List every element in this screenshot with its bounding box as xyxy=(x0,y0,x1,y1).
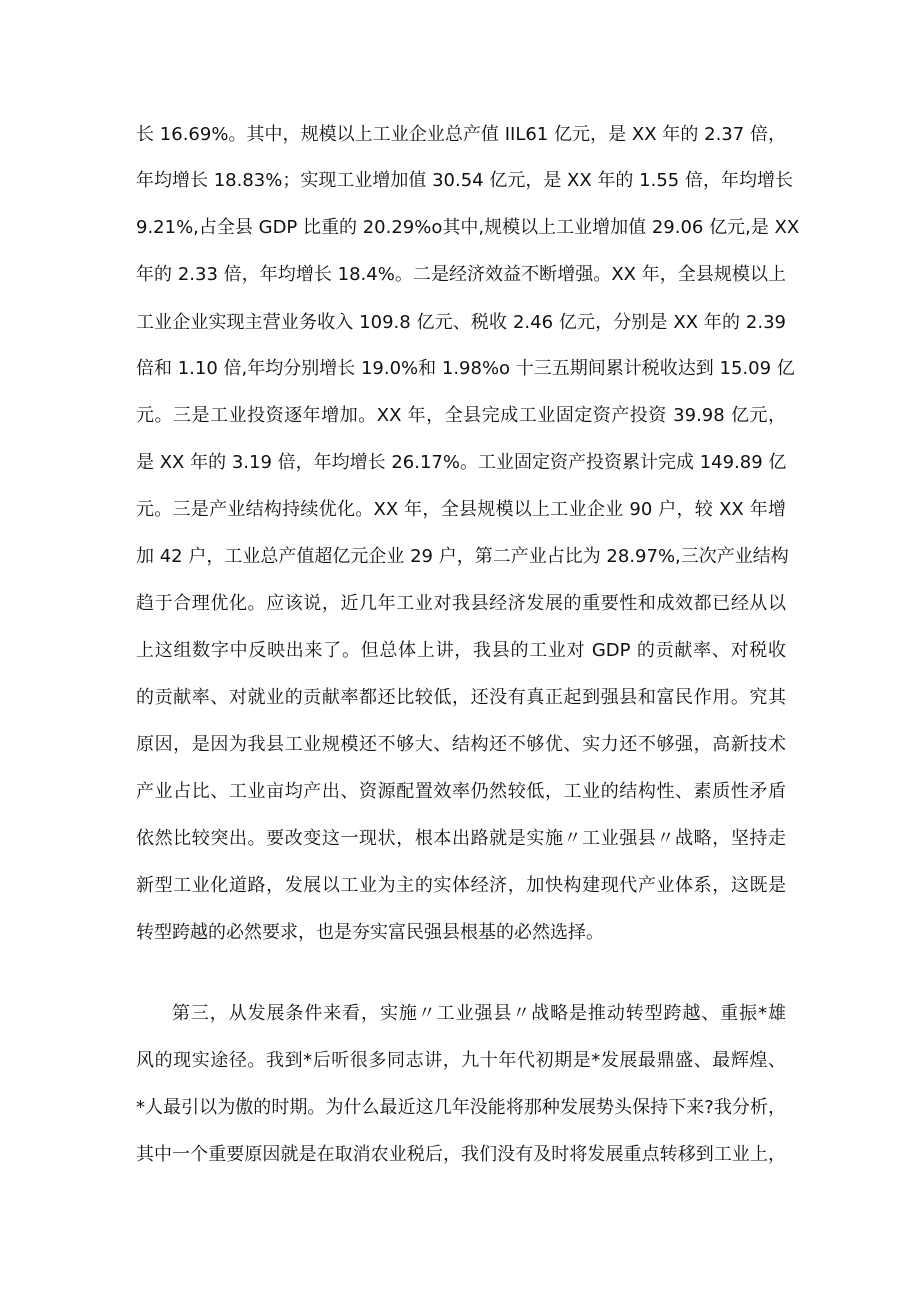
text-line: 元。三是工业投资逐年增加。XX 年，全县完成工业固定资产投资 39.98 亿元， xyxy=(136,405,786,426)
text-line: 加 42 户，工业总产值超亿元企业 29 户，第二产业占比为 28.97%,三次产业结构 xyxy=(136,546,789,567)
text-line: 转型跨越的必然要求，也是夯实富民强县根基的必然选择。 xyxy=(136,922,604,943)
text-line: 上这组数字中反映出来了。但总体上讲，我县的工业对 GDP 的贡献率、对税收 xyxy=(136,640,786,661)
text-line: 新型工业化道路，发展以工业为主的实体经济，加快构建现代产业体系，这既是 xyxy=(136,875,786,896)
text-line: 工业企业实现主营业务收入 109.8 亿元、税收 2.46 亿元，分别是 XX 年的 2.39 xyxy=(136,312,786,333)
text-line: 元。三是产业结构持续优化。XX 年，全县规模以上工业企业 90 户，较 XX 年增 xyxy=(136,499,786,520)
text-line: 风的现实途径。我到*后听很多同志讲，九十年代初期是*发展最鼎盛、最辉煌、 xyxy=(136,1050,786,1071)
text-line: 年均增长 18.83%；实现工业增加值 30.54 亿元，是 XX 年的 1.55 倍，年均增长 xyxy=(136,170,793,191)
text-line: 产业占比、工业亩均产出、资源配置效率仍然较低，工业的结构性、素质性矛盾 xyxy=(136,781,786,802)
text-line: 趋于合理优化。应该说，近几年工业对我县经济发展的重要性和成效都已经从以 xyxy=(136,593,786,614)
text-line: 9.21%,占全县 GDP 比重的 20.29%o其中,规模以上工业增加值 29.06 亿元,是 XX xyxy=(136,217,800,238)
text-line: 第三，从发展条件来看，实施〃工业强县〃战略是推动转型跨越、重振*雄 xyxy=(172,1003,786,1024)
text-line: *人最引以为傲的时期。为什么最近这几年没能将那种发展势头保持下来?我分析， xyxy=(136,1097,786,1118)
text-line: 年的 2.33 倍，年均增长 18.4%。二是经济效益不断增强。XX 年，全县规模以上 xyxy=(136,264,786,285)
text-line: 是 XX 年的 3.19 倍，年均增长 26.17%。工业固定资产投资累计完成 149.89 亿 xyxy=(136,452,787,473)
text-line: 的贡献率、对就业的贡献率都还比较低，还没有真正起到强县和富民作用。究其 xyxy=(136,687,786,708)
text-line: 倍和 1.10 倍,年均分别增长 19.0%和 1.98%o 十三五期间累计税收达到 15.09 亿 xyxy=(136,358,795,379)
text-line: 其中一个重要原因就是在取消农业税后，我们没有及时将发展重点转移到工业上， xyxy=(136,1144,786,1165)
text-line: 长 16.69%。其中，规模以上工业企业总产值 IIL61 亿元，是 XX 年的 2.37 倍， xyxy=(136,124,786,145)
text-line: 原因，是因为我县工业规模还不够大、结构还不够优、实力还不够强，高新技术 xyxy=(136,734,786,755)
text-line: 依然比较突出。要改变这一现状，根本出路就是实施〃工业强县〃战略，坚持走 xyxy=(136,828,786,849)
